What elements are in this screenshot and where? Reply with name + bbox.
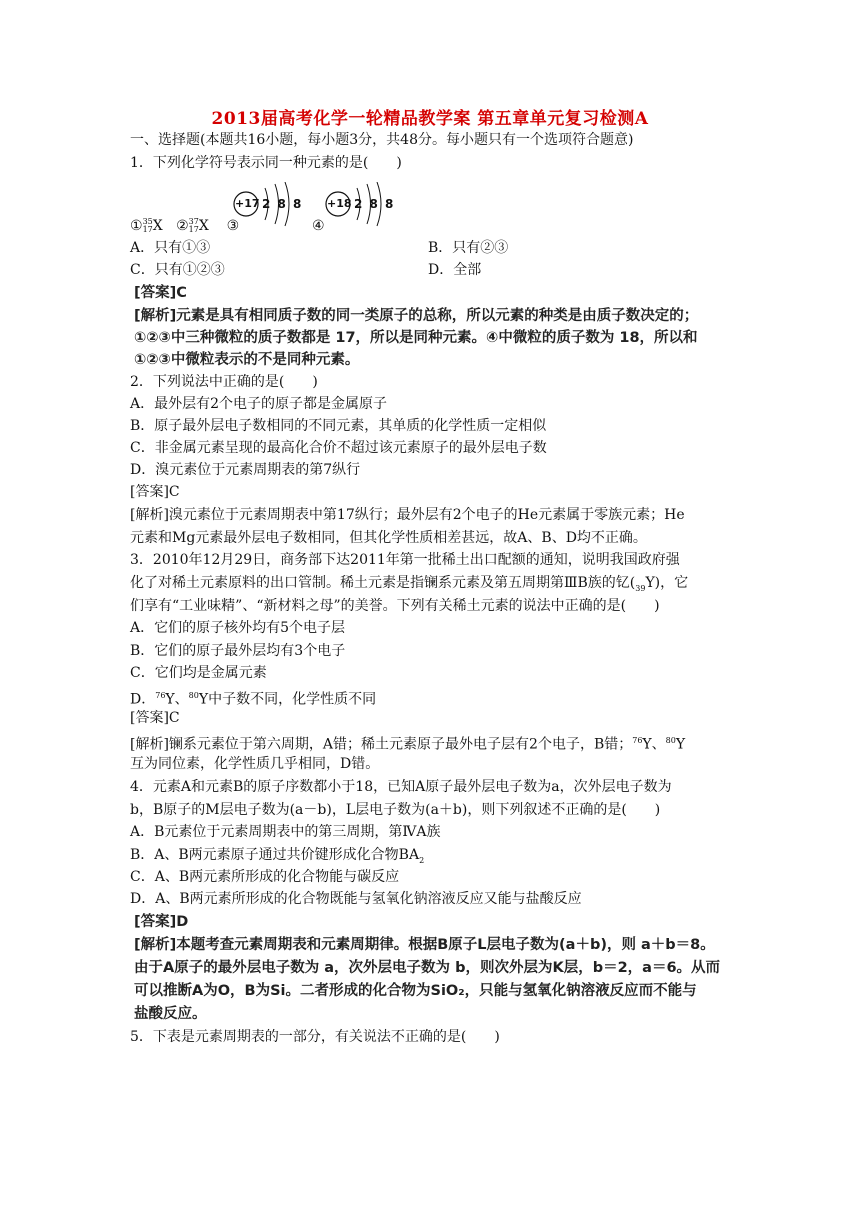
q1-option-c: C．只有①②③ <box>130 262 225 278</box>
q2-stem: 2．下列说法中正确的是( ) <box>130 374 318 390</box>
q5-stem: 5．下表是元素周期表的一部分，有关说法不正确的是( ) <box>130 1029 500 1045</box>
q4-stem-2: b，B原子的M层电子数为(a－b)，L层电子数为(a＋b)，则下列叙述不正确的是( ) <box>130 802 661 818</box>
q1-analysis-2: ①②③中三种微粒的质子数都是 17，所以是同种元素。④中微粒的质子数为 18，所以和 <box>134 330 698 346</box>
q4-analysis-1: [解析]本题考查元素周期表和元素周期律。根据B原子L层电子数为(a＋b)，则 a＋b＝8。 <box>134 937 715 953</box>
q2-option-d: D．溴元素位于元素周期表的第7纵行 <box>130 462 361 478</box>
q1-answer: [答案]C <box>134 285 187 301</box>
atom3-nucleus: +17 <box>235 197 260 210</box>
q1-symbols: ①35 17X ②37 17X ③ <box>130 217 240 234</box>
q1-analysis-1: [解析]元素是具有相同质子数的同一类原子的总称，所以元素的种类是由质子数决定的； <box>134 308 699 324</box>
q2-answer: [答案]C <box>130 484 180 500</box>
q3-option-a: A．它们的原子核外均有5个电子层 <box>130 620 346 636</box>
q4-option-b: B．A、B两元素原子通过共价键形成化合物$BA_2$ <box>130 847 425 865</box>
q2-option-b: B．原子最外层电子数相同的不同元素，其单质的化学性质一定相似 <box>130 418 547 434</box>
q4-analysis-3: 可以推断A为O，B为Si。二者形成的化合物为SiO₂，只能与氢氧化钠溶液反应而不能与 <box>134 983 697 999</box>
q1-stem: 1．下列化学符号表示同一种元素的是( ) <box>130 155 402 171</box>
atom4-nucleus: +18 <box>327 197 352 210</box>
q3-option-d: D．$^{76}$Y、$^{80}$Y中子数不同，化学性质不同 <box>130 691 377 708</box>
q3-analysis-1: [解析]镧系元素位于第六周期，A错；稀土元素原子最外电子层有2个电子，B错；$^{76}$Y、$^{80}$Y <box>130 736 686 753</box>
q1-option-d: D．全部 <box>428 262 482 278</box>
q2-analysis-1: [解析]溴元素位于元素周期表中第17纵行；最外层有2个电子的He元素属于零族元素；He <box>130 507 685 523</box>
q3-analysis-2: 互为同位素，化学性质几乎相同，D错。 <box>130 756 380 772</box>
q3-stem-1: 3．2010年12月29日，商务部下达2011年第一批稀土出口配额的通知，说明我国政府强 <box>130 552 680 568</box>
q1-option-b: B．只有②③ <box>428 240 509 256</box>
q4-stem-1: 4．元素A和元素B的原子序数都小于18，已知A原子最外层电子数为a，次外层电子数为 <box>130 779 672 795</box>
q4-option-a: A．B元素位于元素周期表中的第三周期，第ⅣA族 <box>130 824 441 840</box>
q2-option-a: A．最外层有2个电子的原子都是金属原子 <box>130 396 388 412</box>
q1-symbol-4: ④ <box>312 218 325 234</box>
q4-option-c: C．A、B两元素所形成的化合物能与碳反应 <box>130 869 400 885</box>
atom4-shells: 2 8 8 <box>354 197 394 211</box>
q2-option-c: C．非金属元素呈现的最高化合价不超过该元素原子的最外层电子数 <box>130 440 547 456</box>
q1-option-a: A．只有①③ <box>130 240 211 256</box>
q3-stem-3: 们享有“工业味精”、“新材料之母”的美誉。下列有关稀土元素的说法中正确的是( ) <box>130 598 660 614</box>
q3-stem-2: 化了对稀土元素原料的出口管制。稀土元素是指镧系元素及第五周期第ⅢB族的钇$(_{39}Y)$，它 <box>130 575 689 593</box>
q2-analysis-2: 元素和Mg元素最外层电子数相同，但其化学性质相差甚远，故A、B、D均不正确。 <box>130 530 647 546</box>
q4-answer: [答案]D <box>134 914 189 930</box>
q4-analysis-4: 盐酸反应。 <box>134 1006 207 1022</box>
section-heading: 一、选择题(本题共16小题，每小题3分，共48分。每小题只有一个选项符合题意) <box>130 132 634 148</box>
q1-analysis-3: ①②③中微粒表示的不是同种元素。 <box>134 352 360 368</box>
q4-option-d: D．A、B两元素所形成的化合物既能与氢氧化钠溶液反应又能与盐酸反应 <box>130 891 582 907</box>
q3-option-b: B．它们的原子最外层均有3个电子 <box>130 643 346 659</box>
atom3-shells: 2 8 8 <box>262 197 302 211</box>
q4-analysis-2: 由于A原子的最外层电子数为 a，次外层电子数为 b，则次外层为K层，b＝2，a＝6。从而 <box>134 960 721 976</box>
q3-option-c: C．它们均是金属元素 <box>130 665 267 681</box>
page-title: 2013届高考化学一轮精品教学案 第五章单元复习检测A <box>211 109 649 129</box>
q3-answer: [答案]C <box>130 710 180 726</box>
